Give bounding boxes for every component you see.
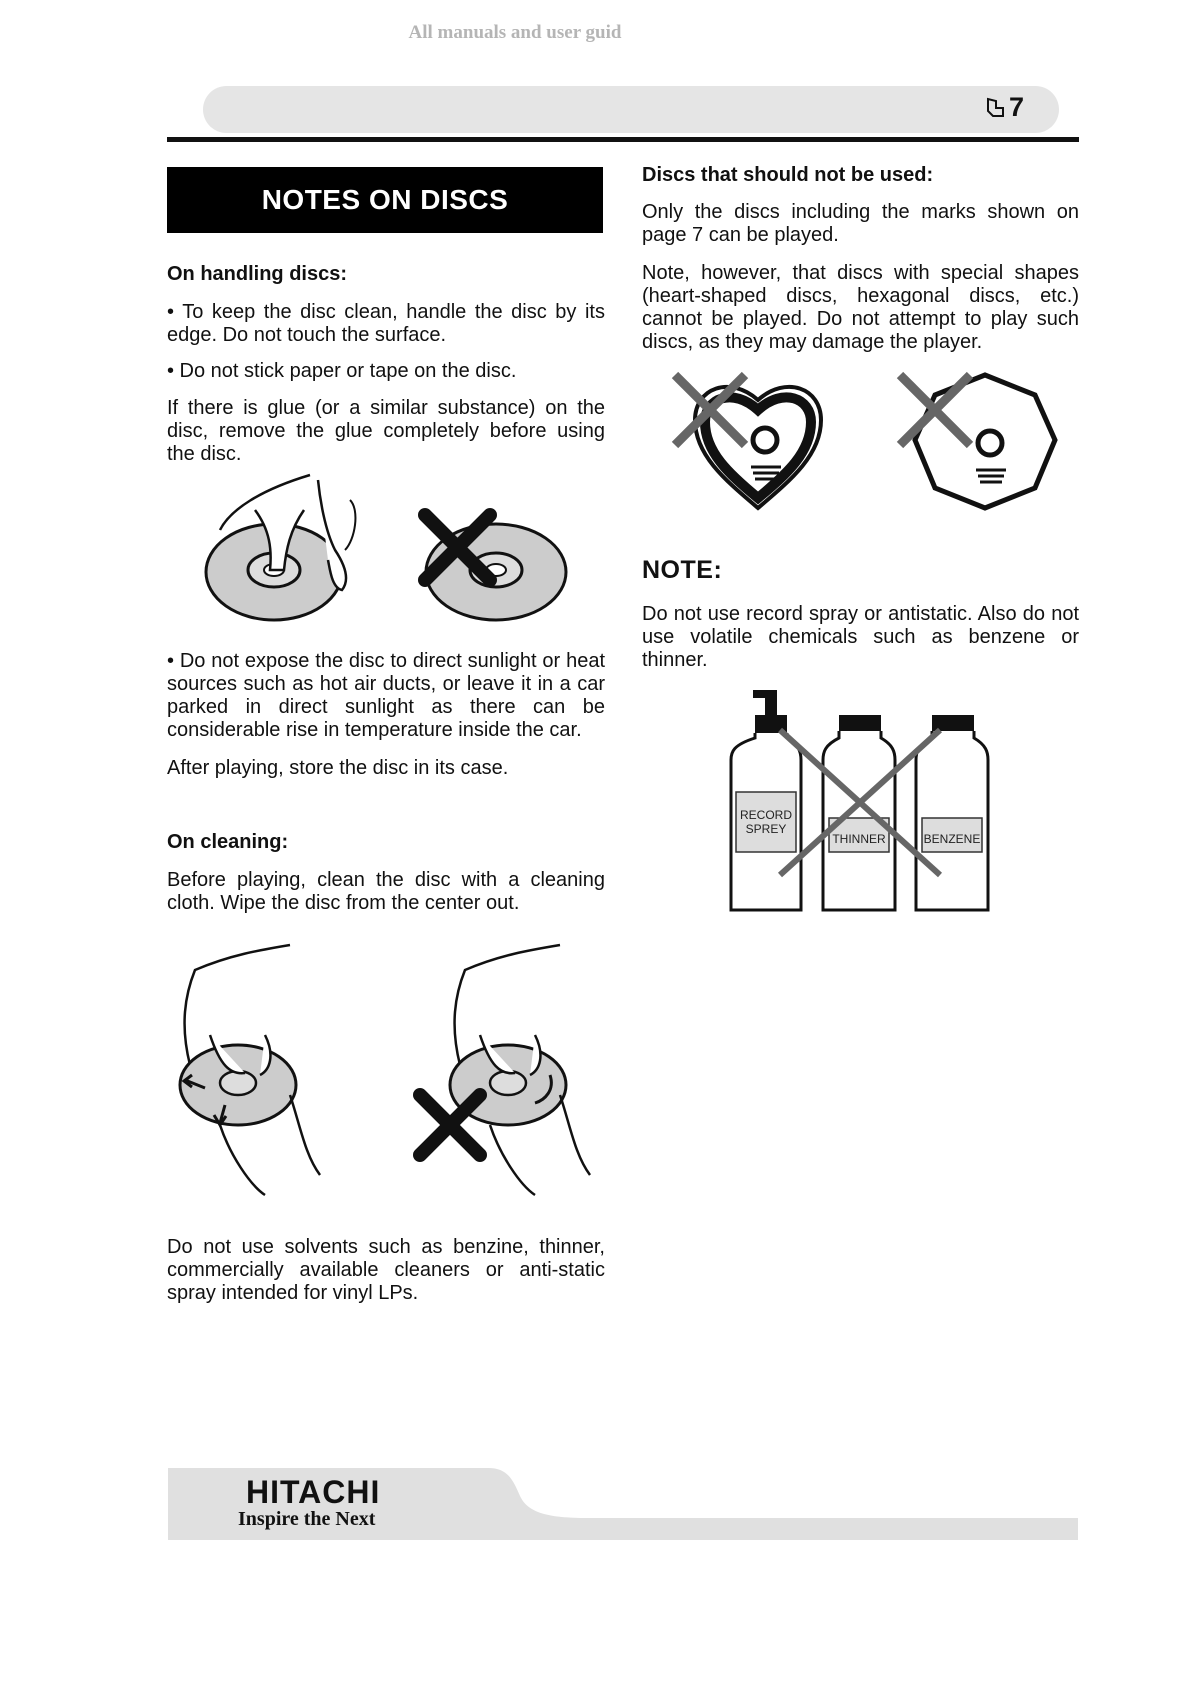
not-used-text-2: Note, however, that discs with special shapes (heart-shaped discs, hexagonal discs, etc.) cannot be played. Do not attempt to play such discs, as they may damage the player.: [642, 262, 1079, 353]
handling-bullet-2: • Do not stick paper or tape on the disc.: [167, 360, 517, 382]
chemical-bottles-illustration: [725, 690, 995, 915]
not-used-heading: Discs that should not be used:: [642, 164, 934, 186]
benzene-label: BENZENE: [923, 832, 981, 846]
record-spray-bottle: [731, 690, 801, 910]
note-text: Do not use record spray or antistatic. Also do not use volatile chemicals such as benzene or thinner.: [642, 603, 1079, 671]
octagon-disc: [915, 375, 1055, 508]
wrong-cleaning-disc: [450, 945, 590, 1195]
brand-tagline: Inspire the Next: [238, 1508, 376, 1530]
header-band: [203, 86, 1059, 133]
watermark: All manuals and user guid: [408, 22, 622, 43]
sunlight-bullet: • Do not expose the disc to direct sunlight or heat sources such as hot air ducts, or leave it in a car parked in direct sunlight as there can be considerable rise in temperature inside the car.: [167, 650, 605, 741]
page-number-text: 7: [1009, 92, 1025, 122]
not-used-text-1: Only the discs including the marks shown on page 7 can be played.: [642, 201, 1079, 246]
special-shape-discs-illustration: [665, 370, 1065, 520]
after-playing: After playing, store the disc in its case.: [167, 757, 509, 779]
record-spray-label: RECORD SPREY: [739, 808, 792, 836]
note-heading: NOTE:: [642, 556, 723, 584]
handling-heading: On handling discs:: [167, 263, 348, 285]
cleaning-heading: On cleaning:: [167, 831, 289, 853]
thinner-label: THINNER: [832, 832, 886, 846]
thinner-bottle: [823, 715, 895, 910]
cleaning-text: Before playing, clean the disc with a cleaning cloth. Wipe the disc from the center out.: [167, 869, 605, 914]
hand-pointer-icon: [985, 97, 1007, 119]
correct-cleaning-disc: [180, 945, 320, 1195]
glue-note: If there is glue (or a similar substance) on the disc, remove the glue completely before using the disc.: [167, 397, 605, 465]
brand-logo: HITACHI: [246, 1474, 381, 1510]
handling-bullet-1: • To keep the disc clean, handle the disc by its edge. Do not touch the surface.: [167, 301, 605, 346]
cleaning-illustration: [170, 945, 610, 1205]
header-rule: [167, 137, 1079, 142]
disc-handling-illustration: [200, 470, 580, 630]
page-number: [985, 92, 1024, 123]
prohibited-x-icon: [420, 1095, 480, 1155]
solvents-text: Do not use solvents such as benzine, thinner, commercially available cleaners or anti-static spray intended for vinyl LPs.: [167, 1236, 605, 1304]
section-title: NOTES ON DISCS: [167, 167, 603, 233]
correct-handling-disc: [206, 475, 355, 620]
